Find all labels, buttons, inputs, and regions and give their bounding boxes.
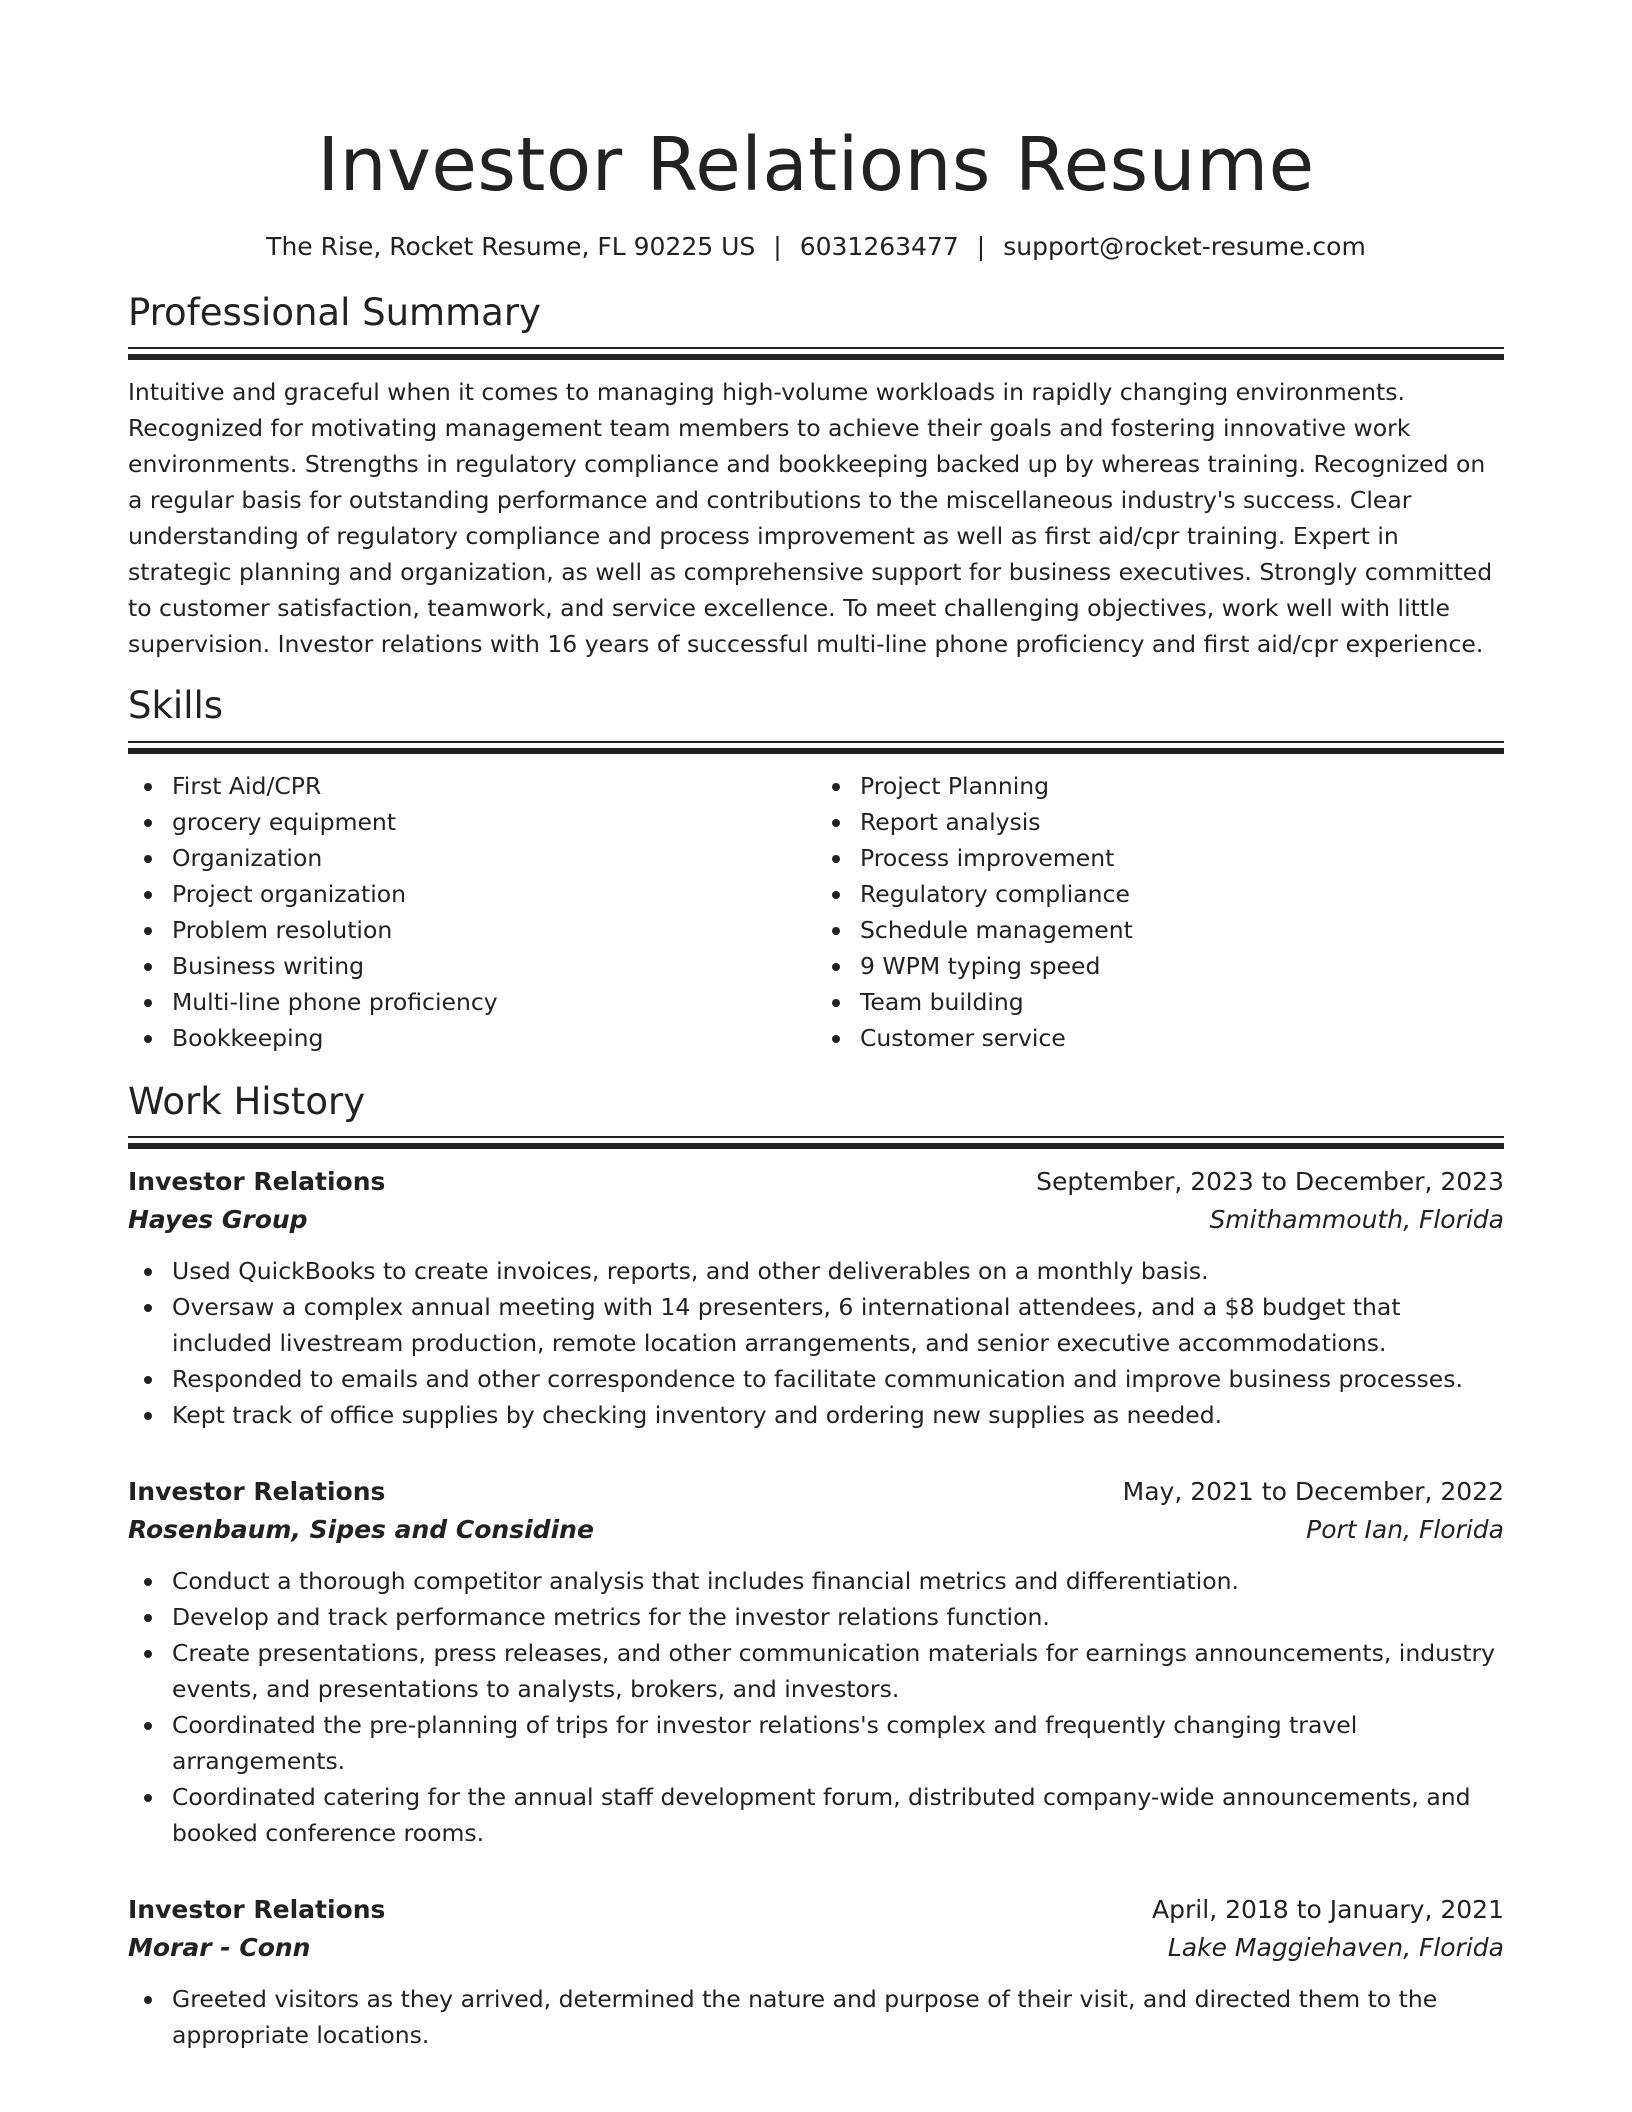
job-dates: April, 2018 to January, 2021 — [1152, 1895, 1504, 1925]
job-company-row — [128, 1929, 1504, 1967]
skill-item: Customer service — [860, 1020, 1504, 1056]
skill-item: Project Planning — [860, 768, 1504, 804]
summary-heading: Professional Summary — [128, 291, 541, 334]
skill-item: Process improvement — [860, 840, 1504, 876]
work-section — [128, 1080, 1504, 2053]
skill-item: Multi-line phone proficiency — [172, 984, 816, 1020]
skills-section — [128, 684, 1504, 1055]
skills-column-left — [128, 768, 816, 1056]
job-title: Investor Relations — [128, 1167, 386, 1197]
skill-item: Regulatory compliance — [860, 876, 1504, 912]
job-bullet: Kept track of office supplies by checking inventory and ordering new supplies as needed. — [172, 1397, 1504, 1433]
job-title: Investor Relations — [128, 1895, 386, 1925]
skill-item: Project organization — [172, 876, 816, 912]
job-bullet: Responded to emails and other correspondence to facilitate communication and improve business processes. — [172, 1361, 1504, 1397]
skill-item: Schedule management — [860, 912, 1504, 948]
job-bullet: Coordinated the pre-planning of trips for investor relations's complex and frequently changing travel arrangements. — [172, 1707, 1504, 1779]
skills-grid — [128, 768, 1504, 1056]
section-divider — [128, 741, 1504, 754]
job-bullet: Create presentations, press releases, and other communication materials for earnings announcements, industry events, and presentations to analysts, brokers, and investors. — [172, 1635, 1504, 1707]
job-bullet-list — [128, 1563, 1504, 1851]
skill-item: First Aid/CPR — [172, 768, 816, 804]
skill-item: Report analysis — [860, 804, 1504, 840]
skill-item: Business writing — [172, 948, 816, 984]
job-entry — [128, 1163, 1504, 1433]
skills-column-right — [816, 768, 1504, 1056]
skill-item: 9 WPM typing speed — [860, 948, 1504, 984]
resume-title: Investor Relations Resume — [317, 122, 1315, 208]
skills-heading: Skills — [128, 684, 224, 728]
section-divider — [128, 347, 1504, 360]
skill-item: Bookkeeping — [172, 1020, 816, 1056]
job-list — [128, 1163, 1504, 2053]
skill-item: Problem resolution — [172, 912, 816, 948]
job-header-row — [128, 1163, 1504, 1201]
job-header-row — [128, 1891, 1504, 1929]
job-bullet-list — [128, 1253, 1504, 1433]
skill-item: Team building — [860, 984, 1504, 1020]
job-bullet: Greeted visitors as they arrived, determined the nature and purpose of their visit, and directed them to the appropriate locations. — [172, 1981, 1504, 2053]
contact-separator: | — [773, 232, 782, 261]
contact-email: support@rocket-resume.com — [1003, 232, 1366, 261]
contact-address: The Rise, Rocket Resume, FL 90225 US — [266, 232, 756, 261]
job-bullet: Conduct a thorough competitor analysis that includes financial metrics and differentiation. — [172, 1563, 1504, 1599]
job-location: Lake Maggiehaven, Florida — [1167, 1933, 1504, 1963]
job-bullet: Coordinated catering for the annual staff development forum, distributed company-wide announcements, and booked conference rooms. — [172, 1779, 1504, 1851]
summary-text: Intuitive and graceful when it comes to managing high-volume workloads in rapidly changing environments. Recognized for motivating management team members to achieve their goals and fostering innovative work environments. Strengths in regulatory compliance and bookkeeping backed up by whereas training. Recognized on a regular basis for outstanding performance and contributions to the miscellaneous industry's success. Clear understanding of regulatory compliance and process improvement as well as first aid/cpr training. Expert in strategic planning and organization, as well as comprehensive support for business executives. Strongly committed to customer satisfaction, teamwork, and service excellence. To meet challenging objectives, work well with little supervision. Investor relations with 16 years of successful multi-line phone proficiency and first aid/cpr experience. — [128, 378, 1493, 659]
job-bullet: Develop and track performance metrics for the investor relations function. — [172, 1599, 1504, 1635]
job-company-row — [128, 1201, 1504, 1239]
work-heading: Work History — [128, 1079, 366, 1123]
skill-item: Organization — [172, 840, 816, 876]
job-bullet: Oversaw a complex annual meeting with 14 presenters, 6 international attendees, and a $8 budget that included livestream production, remote location arrangements, and senior executive accommodations. — [172, 1289, 1504, 1361]
job-entry — [128, 1473, 1504, 1851]
job-location: Smithammouth, Florida — [1209, 1205, 1504, 1235]
job-header-row — [128, 1473, 1504, 1511]
job-title: Investor Relations — [128, 1477, 386, 1507]
contact-line — [128, 232, 1504, 261]
job-company: Morar - Conn — [128, 1933, 311, 1963]
contact-phone: 6031263477 — [799, 232, 959, 261]
contact-separator: | — [976, 232, 986, 261]
job-dates: May, 2021 to December, 2022 — [1122, 1477, 1504, 1507]
job-dates: September, 2023 to December, 2023 — [1036, 1167, 1504, 1197]
job-company: Hayes Group — [128, 1205, 308, 1235]
summary-section — [128, 291, 1504, 662]
job-entry — [128, 1891, 1504, 2053]
job-bullet-list — [128, 1981, 1504, 2053]
section-divider — [128, 1136, 1504, 1149]
skill-item: grocery equipment — [172, 804, 816, 840]
job-bullet: Used QuickBooks to create invoices, reports, and other deliverables on a monthly basis. — [172, 1253, 1504, 1289]
job-location: Port Ian, Florida — [1306, 1515, 1504, 1545]
job-company-row — [128, 1511, 1504, 1549]
job-company: Rosenbaum, Sipes and Considine — [128, 1515, 594, 1545]
